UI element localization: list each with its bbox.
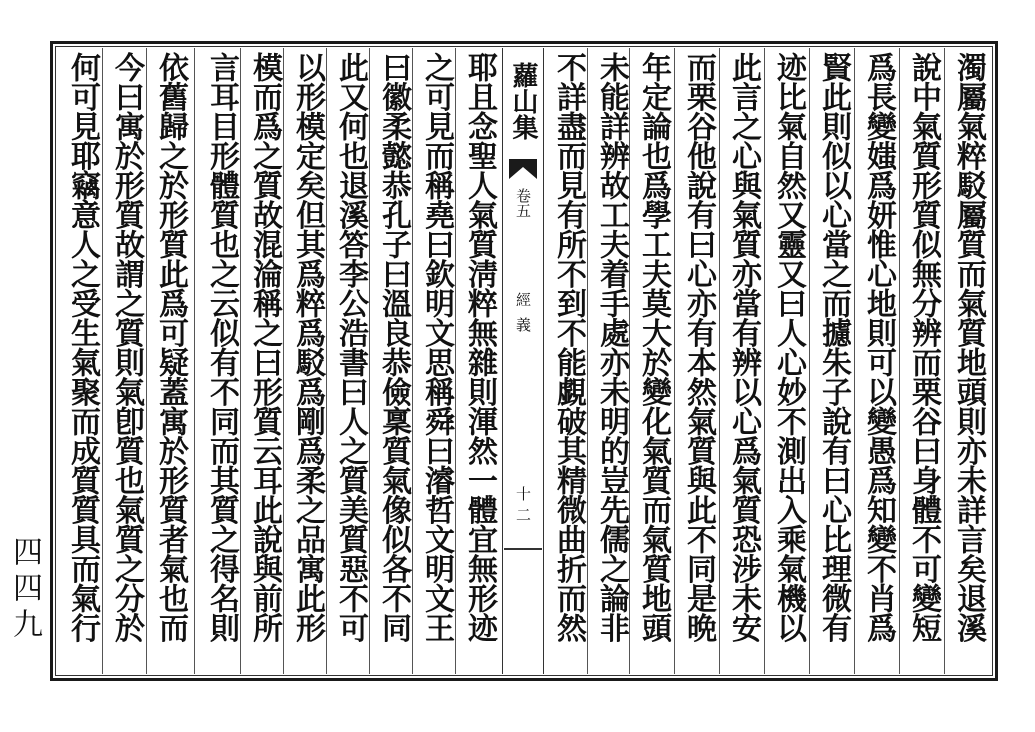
text-column: 不詳盡而見有所不到不能覷破其精微曲折而然 (551, 52, 586, 642)
text-column: 以形模定矣但其爲粹爲駁爲剛爲柔之品寓此形 (290, 52, 325, 642)
text-column: 爲長變媸爲妍惟心地則可以變愚爲知變不肖爲 (861, 52, 896, 642)
column-rule (283, 48, 284, 674)
column-rule (629, 48, 630, 674)
text-column: 耶且念聖人氣質淸粹無雜則渾然一體宜無形迹 (462, 52, 497, 642)
book-title: 蘿山集 (508, 62, 538, 140)
column-rule (146, 48, 147, 674)
column-rule (719, 48, 720, 674)
center-fold-band (502, 48, 544, 674)
leaf-number: 十二 (514, 486, 532, 528)
text-column: 模而爲之質故混淪稱之曰形質云耳此說與前所 (247, 52, 282, 642)
text-column: 年定論也爲學工夫莫大於變化氣質而氣質地頭 (636, 52, 671, 642)
text-column: 濁屬氣粹駁屬質而氣質地頭則亦未詳言矣退溪 (951, 52, 986, 642)
text-column: 迹比氣自然又靈又曰人心妙不測出入乘氣機以 (771, 52, 806, 642)
column-rule (369, 48, 370, 674)
fish-tail-mark-icon (508, 158, 538, 180)
column-rule (102, 48, 103, 674)
text-column: 此又何也退溪答李公浩書曰人之質美質惡不可 (333, 52, 368, 642)
column-rule (899, 48, 900, 674)
text-column: 而栗谷他說有曰心亦有本然氣質與此不同是晩 (681, 52, 716, 642)
column-rule (240, 48, 241, 674)
text-column: 未能詳辨故工夫着手處亦未明的豈先儒之論非 (594, 52, 629, 642)
page-number: 四四九 (7, 536, 42, 644)
column-rule (412, 48, 413, 674)
band-divider (504, 548, 542, 550)
text-column: 何可見耶竊意人之受生氣聚而成質質具而氣行 (65, 52, 100, 642)
column-rule (455, 48, 456, 674)
juan-number: 卷五 (514, 188, 532, 218)
column-rule (674, 48, 675, 674)
column-rule (854, 48, 855, 674)
text-column: 說中氣質形質似無分辨而栗谷曰身體不可變短 (906, 52, 941, 642)
column-rule (764, 48, 765, 674)
text-column: 曰徽柔懿恭孔子曰溫良恭儉稟質氣像似各不同 (376, 52, 411, 642)
text-column: 今曰寓於形質故謂之質則氣卽質也氣質之分於 (109, 52, 144, 642)
text-column: 之可見而稱堯曰欽明文思稱舜曰濬哲文明文王 (419, 52, 454, 642)
text-column: 言耳目形體質也之云似有不同而其質之得名則 (204, 52, 239, 642)
column-rule (326, 48, 327, 674)
text-column: 此言之心與氣質亦當有辨以心爲氣質恐涉未安 (726, 52, 761, 642)
text-column: 依舊歸之於形質此爲可疑蓋寓於形質者氣也而 (153, 52, 188, 642)
column-rule (194, 48, 195, 674)
section-name: 經義 (514, 292, 532, 342)
column-rule (809, 48, 810, 674)
column-rule (944, 48, 945, 674)
text-column: 賢此則似以心當之而攄朱子說有曰心比理微有 (816, 52, 851, 642)
column-rule (587, 48, 588, 674)
